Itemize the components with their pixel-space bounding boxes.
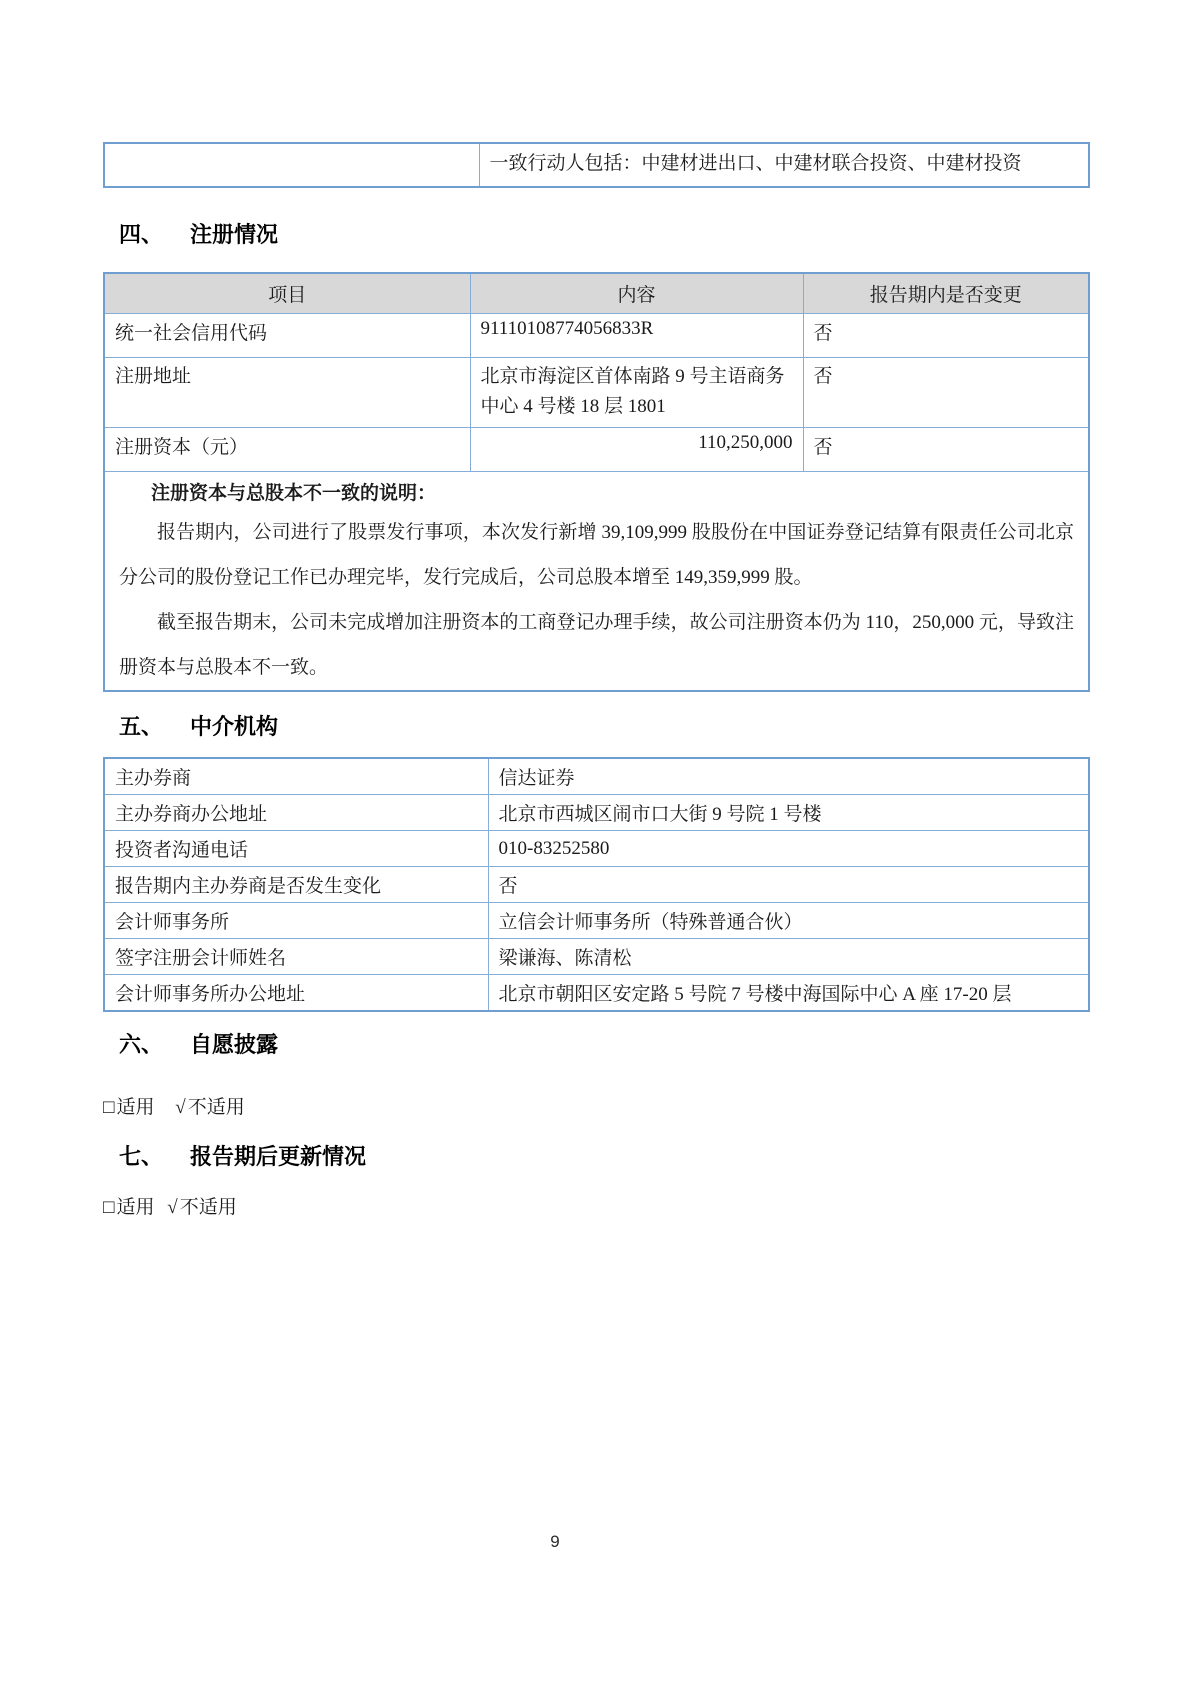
- continued-row-empty-cell: [104, 143, 479, 187]
- applicability-line: [103, 1192, 1088, 1219]
- section-heading-intermediaries: [103, 710, 1104, 741]
- table-row: [104, 939, 1089, 975]
- row-label-cell: 投资者沟通电话: [104, 831, 488, 867]
- row-content-cell: 91110108774056833R: [470, 314, 803, 358]
- section-title: 中介机构: [190, 714, 279, 739]
- column-header-content: 内容: [470, 273, 803, 314]
- continued-table: [103, 142, 1090, 188]
- row-label-cell: 主办券商办公地址: [104, 795, 488, 831]
- checkbox-unchecked-icon: □: [103, 1097, 115, 1118]
- section-number: 七、: [119, 1144, 164, 1169]
- table-row: [104, 975, 1089, 1012]
- table-row: [104, 867, 1089, 903]
- row-value-cell: 北京市朝阳区安定路 5 号院 7 号楼中海国际中心 A 座 17-20 层: [488, 975, 1089, 1012]
- table-note-row: [104, 472, 1089, 692]
- column-header-item: 项目: [104, 273, 470, 314]
- intermediary-table: [103, 757, 1090, 1012]
- row-content-cell: 北京市海淀区首体南路 9 号主语商务中心 4 号楼 18 层 1801: [470, 358, 803, 428]
- row-value-cell: 信达证券: [488, 758, 1089, 795]
- checkmark-icon: √: [175, 1097, 186, 1118]
- row-changed-cell: 否: [803, 358, 1089, 428]
- registration-table: [103, 272, 1090, 692]
- continued-row-text-cell: 一致行动人包括：中建材进出口、中建材联合投资、中建材投资: [479, 143, 1089, 187]
- section-number: 六、: [119, 1032, 164, 1057]
- section-number: 五、: [119, 714, 164, 739]
- row-value-cell: 010-83252580: [488, 831, 1089, 867]
- row-value-cell: 北京市西城区闹市口大街 9 号院 1 号楼: [488, 795, 1089, 831]
- row-label-cell: 签字注册会计师姓名: [104, 939, 488, 975]
- section-title: 注册情况: [190, 222, 279, 247]
- table-row: [104, 428, 1089, 472]
- row-value-cell: 梁谦海、陈清松: [488, 939, 1089, 975]
- section-title: 自愿披露: [190, 1032, 279, 1057]
- row-value-cell: 否: [488, 867, 1089, 903]
- section-heading-voluntary-disclosure: [103, 1028, 1104, 1059]
- row-item-cell: 注册地址: [104, 358, 470, 428]
- row-changed-cell: 否: [803, 428, 1089, 472]
- table-row: [104, 758, 1089, 795]
- not-applicable-label: 不适用: [187, 1097, 245, 1118]
- row-item-cell: 统一社会信用代码: [104, 314, 470, 358]
- page-number: 9: [550, 1532, 560, 1551]
- not-applicable-label: 不适用: [179, 1197, 237, 1218]
- table-row: [104, 314, 1089, 358]
- table-row: [104, 143, 1089, 187]
- row-label-cell: 会计师事务所: [104, 903, 488, 939]
- note-paragraph: 截至报告期末，公司未完成增加注册资本的工商登记办理手续，故公司注册资本仍为 110，250,000 元，导致注册资本与总股本不一致。: [119, 612, 1074, 678]
- applicability-line: [103, 1092, 1088, 1119]
- row-changed-cell: 否: [803, 314, 1089, 358]
- row-label-cell: 主办券商: [104, 758, 488, 795]
- row-content-cell: 110,250,000: [470, 428, 803, 472]
- table-row: [104, 795, 1089, 831]
- section-heading-post-period-updates: [103, 1140, 1104, 1171]
- note-title: 注册资本与总股本不一致的说明：: [151, 483, 437, 504]
- applicable-label: 适用: [116, 1097, 155, 1118]
- section-number: 四、: [119, 222, 164, 247]
- section-title: 报告期后更新情况: [190, 1144, 367, 1169]
- checkbox-unchecked-icon: □: [103, 1197, 115, 1218]
- checkmark-icon: √: [167, 1197, 178, 1218]
- table-header-row: [104, 273, 1089, 314]
- section-heading-registration: [103, 218, 1104, 249]
- applicable-label: 适用: [116, 1197, 155, 1218]
- row-label-cell: 报告期内主办券商是否发生变化: [104, 867, 488, 903]
- table-row: [104, 903, 1089, 939]
- column-header-changed: 报告期内是否变更: [803, 273, 1089, 314]
- note-paragraph: 报告期内，公司进行了股票发行事项，本次发行新增 39,109,999 股股份在中国证券登记结算有限责任公司北京分公司的股份登记工作已办理完毕，发行完成后，公司总股本增至 149,359,999 股。: [119, 522, 1074, 588]
- table-row: [104, 831, 1089, 867]
- row-label-cell: 会计师事务所办公地址: [104, 975, 488, 1012]
- row-value-cell: 立信会计师事务所（特殊普通合伙）: [488, 903, 1089, 939]
- capital-note-cell: [104, 472, 1089, 692]
- table-row: [104, 358, 1089, 428]
- row-item-cell: 注册资本（元）: [104, 428, 470, 472]
